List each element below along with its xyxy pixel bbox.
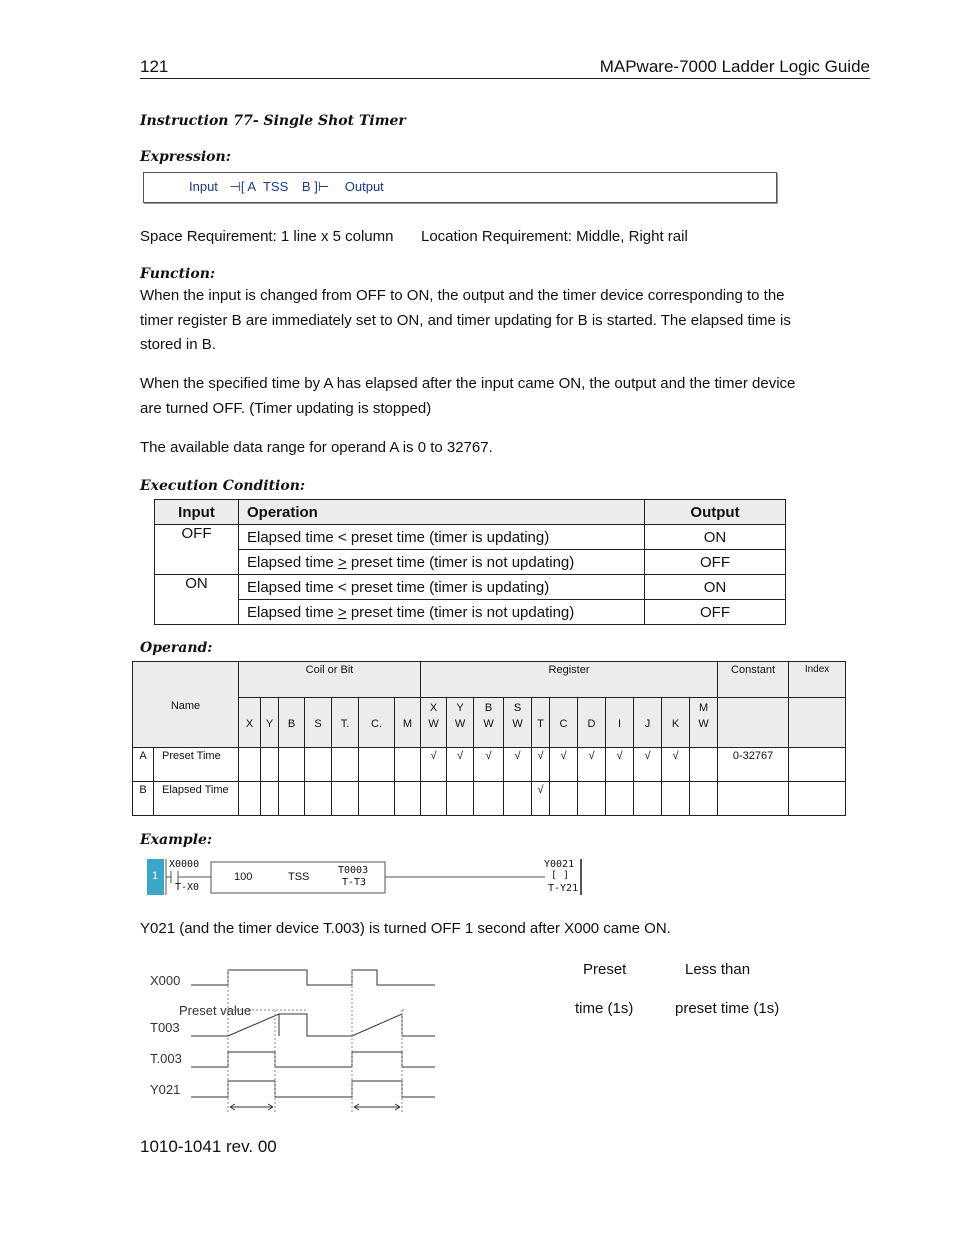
instruction-title: Instruction 77- Single Shot Timer [140, 113, 406, 129]
operand-coil-col: Y [261, 698, 279, 748]
timing-note-less-line1: Less than [685, 961, 751, 978]
operation-text: Elapsed time [247, 603, 338, 621]
operand-group-row [133, 662, 846, 698]
location-requirement: Location Requirement: Middle, Right rail [421, 228, 688, 245]
timing-note-less-line2: preset time (1s) [675, 1000, 780, 1017]
operand-register-col-label: I [617, 717, 622, 730]
operand-register-cell: √ [447, 748, 474, 782]
page-number: 121 [140, 57, 169, 76]
expression-operand-b: B [301, 179, 311, 194]
t003-ramp-2 [279, 1014, 435, 1036]
operand-group-constant: Constant [718, 662, 789, 698]
coil-tag: T-Y21 [548, 883, 579, 894]
operand-register-cell [474, 782, 504, 816]
operand-register-cell [690, 748, 718, 782]
signal-label-t-003: T.003 [150, 1051, 182, 1066]
operand-register-cell [504, 782, 532, 816]
operand-row-id: B [133, 782, 154, 816]
operand-register-cell [690, 782, 718, 816]
operand-register-col-label: M [698, 702, 709, 714]
operand-coil-cell [305, 782, 332, 816]
signal-label-x000: X000 [150, 973, 181, 988]
table-row [155, 550, 786, 575]
operand-register-col [504, 698, 532, 748]
operation-text: preset time (timer is updating) [346, 578, 550, 596]
operand-coil-cell [332, 782, 359, 816]
operation-symbol: < [337, 528, 347, 546]
operand-coil-cell [261, 782, 279, 816]
operand-register-col [421, 698, 447, 748]
timer-register-tag: T-T3 [342, 877, 367, 888]
operand-row-id: A [133, 748, 154, 782]
operand-coil-col: M [395, 698, 421, 748]
operand-coil-cell [395, 748, 421, 782]
operand-register-cell: √ [550, 748, 578, 782]
operand-subheader-index-cell [789, 698, 846, 748]
operand-coil-col: S [305, 698, 332, 748]
operand-register-col-label: W [454, 718, 466, 730]
operand-row-name: Elapsed Time [154, 782, 239, 816]
execution-output-cell: ON [645, 575, 786, 600]
expression-heading: Expression: [140, 149, 231, 165]
operand-coil-cell [305, 748, 332, 782]
operand-register-col-label: W [483, 718, 494, 730]
execution-operation-cell [239, 525, 645, 550]
operand-coil-col: X [239, 698, 261, 748]
page-header [140, 56, 870, 79]
operand-register-col [690, 698, 718, 748]
operand-index-cell [789, 748, 846, 782]
operation-text: preset time (timer is not updating) [346, 553, 575, 571]
operation-text: Elapsed time [247, 528, 338, 546]
execution-col-input: Input [155, 500, 239, 525]
table-row [133, 748, 846, 782]
operand-coil-cell [395, 782, 421, 816]
expression-formula [189, 179, 384, 195]
signal-label-t003: T003 [150, 1020, 180, 1035]
operand-register-cell: √ [634, 748, 662, 782]
operand-coil-cell [332, 748, 359, 782]
function-heading: Function: [140, 266, 216, 282]
operand-coil-cell [261, 748, 279, 782]
operand-register-col-label: C [559, 717, 568, 730]
operand-register-col-label: S [513, 702, 522, 714]
operand-register-col [634, 698, 662, 748]
expression-input: Input [189, 179, 218, 194]
operand-register-cell: √ [504, 748, 532, 782]
execution-table [154, 499, 786, 625]
function-paragraph-3: The available data range for operand A is 0 to 32767. [140, 439, 493, 456]
operand-register-cell [550, 782, 578, 816]
operand-coil-col: B [279, 698, 305, 748]
execution-header-row [155, 500, 786, 525]
operand-table [132, 661, 846, 816]
rung-number: 1 [152, 870, 159, 882]
operand-register-cell [447, 782, 474, 816]
operand-subheader-row [133, 698, 846, 748]
table-row [155, 525, 786, 550]
operand-register-col-label: W [512, 718, 523, 730]
operand-register-col-label: B [484, 702, 493, 714]
operand-constant-cell: 0-32767 [718, 748, 789, 782]
preset-value-label: Preset value [179, 1003, 252, 1018]
operand-register-cell: √ [474, 748, 504, 782]
operation-symbol: > [337, 603, 347, 621]
operand-row-name: Preset Time [154, 748, 239, 782]
operand-group-index: Index [789, 662, 846, 698]
coil-symbol: [ ] [551, 870, 570, 881]
operand-register-col-label: J [644, 717, 651, 730]
operand-register-col [532, 698, 550, 748]
operand-register-col [662, 698, 690, 748]
table-row [155, 600, 786, 625]
operand-index-cell [789, 782, 846, 816]
operand-register-col-label: T [537, 717, 544, 730]
operand-register-col-label: Y [456, 702, 464, 714]
operand-register-col [447, 698, 474, 748]
operand-coil-col: T. [332, 698, 359, 748]
expression-right-bracket: ]⊢ [314, 179, 330, 194]
operand-register-cell: √ [532, 782, 550, 816]
example-caption: Y021 (and the timer device T.003) is turned OFF 1 second after X000 came ON. [140, 920, 671, 937]
operand-coil-cell [279, 782, 305, 816]
function-paragraph-1: When the input is changed from OFF to ON, the output and the timer device corresponding to the timer register B are immediately set to ON, and timer updating for B is started. The elapsed time is stored in B. [140, 287, 791, 353]
operand-coil-cell [239, 748, 261, 782]
table-row [133, 782, 846, 816]
expression-function: TSS [262, 179, 289, 194]
operand-register-cell [662, 782, 690, 816]
less-than-arrow [354, 1104, 400, 1110]
timing-diagram [146, 962, 446, 1117]
operand-register-cell [421, 782, 447, 816]
execution-input-cell: OFF [155, 525, 239, 575]
preset-time-arrow [230, 1104, 273, 1110]
operand-heading: Operand: [140, 640, 213, 656]
operand-coil-cell [279, 748, 305, 782]
execution-output-cell: OFF [645, 550, 786, 575]
operand-register-col [550, 698, 578, 748]
execution-col-output: Output [645, 500, 786, 525]
operand-register-col-label: W [428, 718, 439, 730]
execution-input-cell: ON [155, 575, 239, 625]
expression-operand-a: A [247, 179, 256, 194]
expression-left-bracket: ⊣[ [229, 179, 245, 194]
operation-symbol: < [337, 578, 347, 596]
operation-text: Elapsed time [247, 553, 338, 571]
operand-register-col [606, 698, 634, 748]
operand-register-cell: √ [532, 748, 550, 782]
operand-name-header: Name [133, 662, 239, 748]
operand-coil-col: C. [359, 698, 395, 748]
doc-title: MAPware-7000 Ladder Logic Guide [599, 57, 870, 76]
operand-group-coil: Coil or Bit [239, 662, 421, 698]
operand-register-col-label: K [671, 717, 680, 730]
execution-heading: Execution Condition: [140, 478, 306, 494]
operand-register-col-label: X [429, 702, 438, 714]
contact-address: X0000 [169, 859, 200, 870]
execution-operation-cell [239, 575, 645, 600]
coil-address: Y0021 [544, 859, 575, 870]
operand-coil-cell [359, 748, 395, 782]
function-name: TSS [288, 871, 310, 883]
operand-register-col-label: W [698, 718, 709, 730]
expression-box [143, 172, 777, 203]
operand-register-cell: √ [606, 748, 634, 782]
table-row [155, 575, 786, 600]
operand-register-col-label: D [587, 717, 596, 730]
operation-text: preset time (timer is updating) [346, 528, 550, 546]
signal-label-y021: Y021 [150, 1082, 181, 1097]
expression-output: Output [344, 179, 384, 194]
operand-register-col [578, 698, 606, 748]
execution-col-operation: Operation [239, 500, 645, 525]
preset-operand: 100 [234, 871, 253, 883]
timing-note-preset-line2: time (1s) [575, 1000, 634, 1017]
operand-coil-cell [239, 782, 261, 816]
execution-operation-cell [239, 550, 645, 575]
operation-text: Elapsed time [247, 578, 338, 596]
operand-register-cell: √ [662, 748, 690, 782]
operand-register-cell [606, 782, 634, 816]
footer-doc-number: 1010-1041 rev. 00 [140, 1137, 277, 1156]
ladder-rung-example [147, 857, 585, 897]
contact-tag: T-X0 [175, 882, 200, 893]
space-requirement: Space Requirement: 1 line x 5 column [140, 228, 394, 245]
execution-output-cell: OFF [645, 600, 786, 625]
operand-constant-cell [718, 782, 789, 816]
operand-register-cell: √ [578, 748, 606, 782]
operand-register-cell [634, 782, 662, 816]
timing-waveforms [146, 962, 446, 1117]
timing-note-preset-line1: Preset [583, 961, 627, 978]
execution-operation-cell [239, 600, 645, 625]
operation-text: preset time (timer is not updating) [346, 603, 575, 621]
operand-register-cell [578, 782, 606, 816]
operation-symbol: > [337, 553, 347, 571]
operand-coil-cell [359, 782, 395, 816]
execution-output-cell: ON [645, 525, 786, 550]
operand-register-cell: √ [421, 748, 447, 782]
example-heading: Example: [140, 832, 213, 848]
function-paragraph-2: When the specified time by A has elapsed after the input came ON, the output and the timer device are turned OFF. (Timer updating is stopped) [140, 375, 796, 417]
operand-subheader-constant-cell [718, 698, 789, 748]
operand-register-col [474, 698, 504, 748]
timer-register: T0003 [338, 865, 369, 876]
operand-group-register: Register [421, 662, 718, 698]
